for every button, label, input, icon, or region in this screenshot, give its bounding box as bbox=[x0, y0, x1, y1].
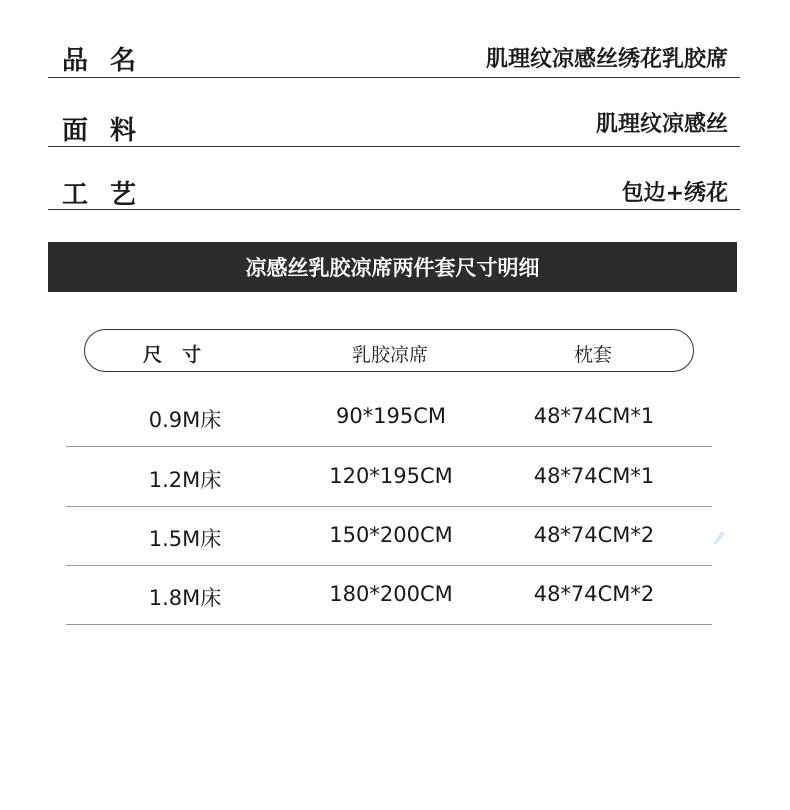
table-row bbox=[66, 564, 712, 625]
cell-mat-size: 180*200CM bbox=[329, 582, 453, 606]
table-row bbox=[66, 505, 712, 566]
cell-mat-size: 90*195CM bbox=[335, 404, 447, 428]
cell-pillow-size: 48*74CM*1 bbox=[533, 404, 655, 428]
cell-pillow-size: 48*74CM*2 bbox=[533, 523, 655, 547]
cell-bed-size: 1.8M床 bbox=[148, 586, 222, 610]
size-table-header bbox=[84, 329, 694, 372]
spec-value-name: 肌理纹凉感丝绣花乳胶席 bbox=[485, 47, 728, 72]
spec-row-name bbox=[48, 36, 740, 78]
cell-mat-size: 150*200CM bbox=[329, 523, 453, 547]
spec-label-name: 品名 bbox=[62, 46, 159, 76]
size-detail-banner bbox=[48, 242, 737, 292]
table-row bbox=[66, 386, 712, 447]
sparkle-icon bbox=[711, 528, 727, 546]
banner-title: 凉感丝乳胶凉席两件套尺寸明细 bbox=[245, 256, 540, 280]
spec-row-craft bbox=[48, 170, 740, 210]
spec-value-craft: 包边+绣花 bbox=[621, 181, 728, 206]
spec-value-fabric: 肌理纹凉感丝 bbox=[595, 112, 728, 137]
header-latex-mat: 乳胶凉席 bbox=[351, 344, 429, 366]
cell-mat-size: 120*195CM bbox=[329, 464, 453, 488]
table-row bbox=[66, 446, 712, 507]
header-size: 尺寸 bbox=[142, 344, 222, 366]
cell-bed-size: 1.5M床 bbox=[148, 527, 222, 551]
cell-bed-size: 0.9M床 bbox=[148, 408, 222, 432]
header-pillowcase: 枕套 bbox=[573, 344, 613, 366]
cell-pillow-size: 48*74CM*1 bbox=[533, 464, 655, 488]
spec-label-craft: 工艺 bbox=[62, 180, 159, 210]
spec-row-fabric bbox=[48, 104, 740, 147]
cell-bed-size: 1.2M床 bbox=[148, 468, 222, 492]
cell-pillow-size: 48*74CM*2 bbox=[533, 582, 655, 606]
spec-label-fabric: 面料 bbox=[62, 116, 159, 146]
